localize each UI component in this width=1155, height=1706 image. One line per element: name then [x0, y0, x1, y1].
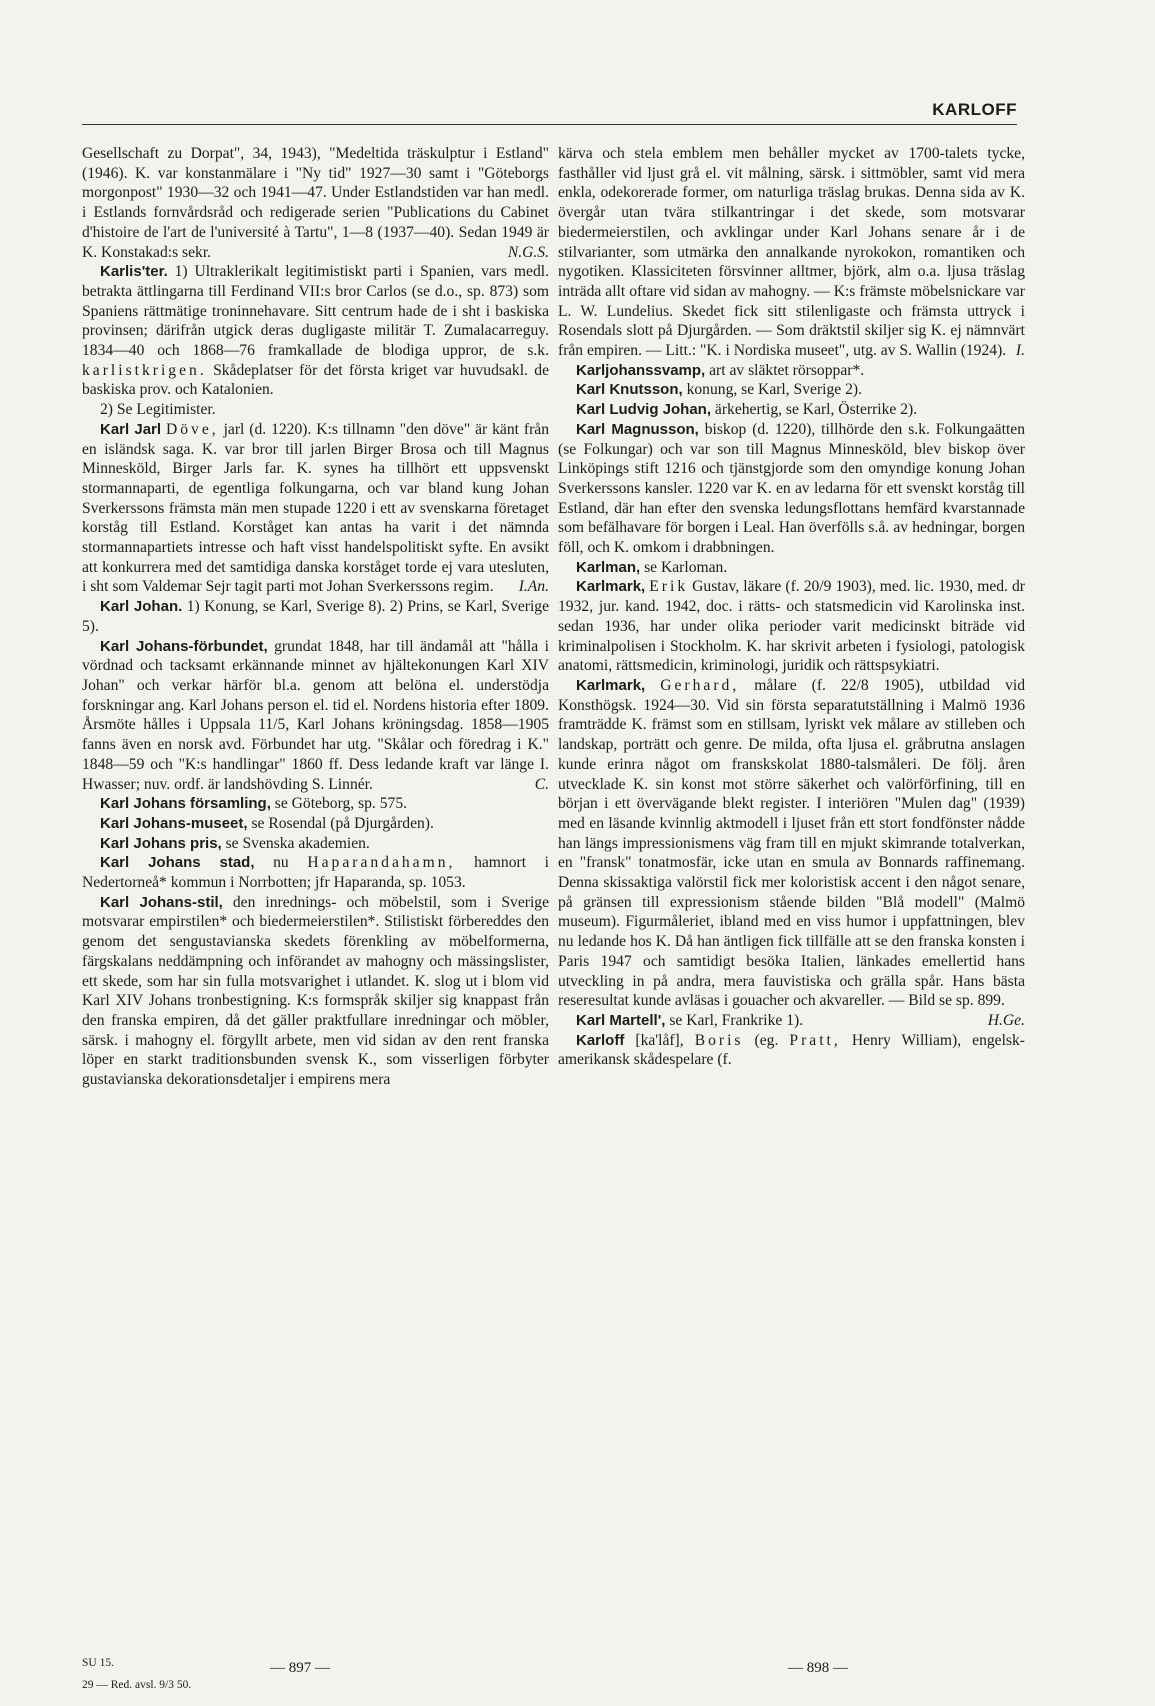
paragraph	[558, 420, 1025, 558]
paragraph-text: ärkehertig, se Karl, Österrike 2).	[711, 401, 918, 419]
paragraph	[558, 361, 1025, 381]
paragraph	[82, 400, 549, 420]
paragraph-text: Boris	[694, 1031, 744, 1049]
paragraph-text: målare (f. 22/8 1905), utbildad vid Konsthögsk. 1924—30. Vid sin första separatutställning i Malmö 1936 framträdde K. främst som en stillsam, lyriskt vek målare av stilleben och landskap, porträtt och genre. De milda, ofta ljusa el. gråbrutna anslagen kunde erinra något om franskskolat 1880-talsmåleri. De följ. åren utvecklade K. sin konst mot större säkerhet och valörförfining, till en början i ett övervägande blekt register. I interiören "Mulen dag" (1939) med en läsande kvinnlig aktmodell i ljuset från ett stort fondfönster nådde han längs impressionismens väg fram till en mjukt skimrande totalverkan, en "fransk" tonatmosfär, icke utan en smula av Bonnards raffinemang. Denna skissaktiga valörstil fick mer koloristisk accent i den något senare, på gränsen till expressionism stående bilden "Blå modell" (Malmö museum). Figurmåleriet, ibland med en viss humor i uppfattningen, blev nu ledande hos K. Då han äntligen fick tillfälle att se den franska konsten i Paris 1947 och samtidigt besöka Italien, länkades emellertid hans utveckling in på andra, mera fauvistiska och grälla spår. Hans bästa reseresultat kunde avläsas i gouacher och akvareller. — Bild se sp. 899.	[558, 676, 1025, 1010]
author-signature: I.	[1015, 342, 1025, 360]
headword: Karl Knutsson,	[576, 381, 683, 399]
headword: Karlmark,	[576, 676, 646, 694]
paragraph	[558, 380, 1025, 400]
paragraph	[82, 637, 549, 795]
paragraph-text: hamnort i Nedertorneå* kommun i Norrbotten; jfr Haparanda, sp. 1053.	[82, 854, 549, 892]
running-head: KARLOFF	[932, 100, 1017, 119]
paragraph-text: 1) Ultraklerikalt legitimistiskt parti i Spanien, vars medl. betrakta ättlingarna till Ferdinand VII:s bror Carlos (se d.o., sp. 873) som Spaniens rättmätige troninnehavare. Sitt centrum hade de i sht i baskiska provinsen; därifrån utgick deras dugligaste militär T. Zumalacarreguy. 1834—40 och 1868—76 framkallade de blodiga uppror, de s.k.	[82, 263, 549, 360]
paragraph-text: 2) Se Legitimister.	[100, 401, 216, 419]
paragraph-text: art av släktet rörsoppar*.	[705, 361, 865, 379]
paragraph-text: [ka'låf],	[624, 1031, 695, 1049]
right-page-number: — 898 —	[788, 1660, 848, 1676]
paragraph-text: se Rosendal (på Djurgården).	[247, 814, 434, 832]
paragraph	[82, 814, 549, 834]
paragraph-text: Gerhard,	[660, 676, 740, 694]
paragraph	[558, 1011, 1025, 1031]
paragraph-text: nu	[254, 854, 308, 872]
paragraph-text: biskop (d. 1220), tillhörde den s.k. Folkungaätten (se Folkungar) och var son till Magnus Minnesköld, blev biskop över Linköpings stift 1216 och tjänstgjorde som den omyndige konung Johan Sverkerssons kansler. 1220 var K. en av ledarna för ett svenskt korståg till Estland, där han efter den svenska ledungsflottans hemfärd kvarstannade som befälhavare för borgen i Leal. Han överfölls s.å. av hedningar, borgen föll, och K. omkom i drabbningen.	[558, 420, 1025, 557]
headword: Karloff	[576, 1031, 625, 1049]
paragraph-text: Haparandahamn,	[307, 854, 456, 872]
paragraph-text: jarl (d. 1220). K:s tillnamn "den döve" är känt från en isländsk saga. K. var bror till jarlen Birger Brosa och till Magnus Minnesköld, Birger Jarls far. K. synes ha tillhört ett uppsvenskt stormannaparti, de egentliga folkungarna, och var bland kung Johan Sverkerssons främsta män men stupade 1220 i ett av svenskarna företaget korståg till Estland. Korståget kan antas ha varit i det nämnda stormannapartiets intresse och haft visst handelspolitiskt syfte. En avsikt att konkurrera med det samtidiga danska korståget torde ej vara utesluten, i sht som Valdemar Sejr tagit parti mot Johan Sverkerssons regim.	[82, 420, 549, 596]
paragraph	[82, 420, 549, 597]
headword: Karl Martell',	[576, 1011, 666, 1029]
paragraph-text: karlistkrigen.	[82, 361, 207, 379]
paragraph-text: konung, se Karl, Sverige 2).	[682, 381, 862, 399]
paragraph-text: Henry William), engelsk-amerikansk skådespelare (f.	[558, 1031, 1025, 1069]
header-rule	[82, 124, 1017, 125]
paragraph	[558, 400, 1025, 420]
paragraph	[82, 262, 549, 400]
headword: Karl Jarl	[100, 420, 162, 438]
paragraph	[558, 558, 1025, 578]
paragraph-text: se Karloman.	[640, 558, 728, 576]
headword: Karlmark,	[576, 578, 646, 596]
headword: Karl Johans församling,	[100, 795, 271, 813]
paragraph-text: Gustav, läkare (f. 20/9 1903), med. lic. 1930, med. dr 1932, jur. kand. 1942, doc. i rätts- och statsmedicin vid Karolinska inst. sedan 1936, har under olika perioder varit medicinskt biträde vid kriminalpolisen i Stockholm. K. har skrivit arbeten i fysiologi, patologisk anatomi, rättsmedicin, kriminologi, juridik och rättspsykiatri.	[558, 578, 1025, 675]
print-note: 29 — Red. avsl. 9/3 50.	[82, 1679, 192, 1691]
left-page-number: — 897 —	[270, 1660, 330, 1676]
author-signature: N.G.S.	[507, 243, 549, 261]
paragraph	[558, 1031, 1025, 1070]
paragraph	[82, 853, 549, 892]
paragraph-text: (eg.	[743, 1031, 790, 1049]
paragraph	[82, 794, 549, 814]
paragraph	[82, 597, 549, 636]
headword: Karl Johans-förbundet,	[100, 637, 268, 655]
paragraph-text: Pratt,	[789, 1031, 841, 1049]
paragraph-text: se Karl, Frankrike 1).	[665, 1011, 804, 1029]
paragraph-text: den inrednings- och möbelstil, som i Sverige motsvarar empirstilen* och biedermeierstilen*. Stilistiskt förbereddes den genom det sengustavianska skedets förenkling av möbelformerna, färgskalans neddämpning och införandet av mahogny och mässingslister, ett skede, som har sin fulla motsvarighet i utlandet. K. slog ut i blom vid Karl XIV Johans tronbestigning. K:s formspråk skiljer sig knappast från den franska empiren, då det gäller praktfullare inredningar och möbler, särsk. i mahogny el. förgyllt arbete, men vid sidan av den rent franska löper en starkt traditionsbunden svensk K., som visserligen förbyter gustavianska dekorationsdetaljer i empirens mera	[82, 893, 549, 1089]
paragraph-text: Gesellschaft zu Dorpat", 34, 1943), "Medeltida träskulptur i Estland" (1946). K. var konstanmälare i "Ny tid" 1927—30 samt i "Göteborgs morgonpost" 1930—32 och 1941—47. Under Estlandstiden var han medl. i Estlands fornvårdsråd och redigerade serien "Publications du Cabinet d'histoire de l'art de l'université à Tartu", 1—8 (1937—40). Sedan 1949 är K. Konstakad:s sekr.	[82, 145, 549, 261]
headword: Karlis'ter.	[100, 263, 168, 281]
headword: Karl Johans-stil,	[100, 893, 223, 911]
headword: Karlman,	[576, 558, 641, 576]
paragraph	[82, 893, 549, 1090]
paragraph-text: Erik	[649, 578, 689, 596]
paragraph	[558, 577, 1025, 676]
signature-mark: SU 15.	[82, 1657, 114, 1669]
author-signature: H.Ge.	[987, 1011, 1025, 1029]
headword: Karl Johan.	[100, 598, 183, 616]
paragraph-text: grundat 1848, har till ändamål att "hålla i vördnad och tacksamt erkännande minnet av hjältekonungen Karl XIV Johan" och verkar härför bl.a. genom att belöna el. understödja forskningar ang. Karl Johans person el. tid el. Nordens historia efter 1809. Årsmöte hålles i Uppsala 11/5, Karl Johans kröningsdag. 1858—1905 fanns även en norsk avd. Förbundet har utg. "Skålar och föredrag i K." 1848—59 och "K:s handlingar" 1860 ff. Dess ledande kraft var länge I. Hwasser; nuv. ordf. är landshövding S. Linnér.	[82, 637, 550, 793]
paragraph-text: kärva och stela emblem men behåller mycket av 1700-talets tycke, fasthåller vid ljust grå el. vit målning, särsk. i sittmöbler, samt vid mera enkla, odekorerade former, om naturliga träslag brukas. Denna sida av K. övergår utan tvära stilkantringar i det skede, som motsvarar biedermeierstilen, och avklingar under Karl Johans senare år i de stilvarianter, som utmärka den annalkande nyrokokon, romantiken och nygotiken. Klassiciteten försvinner alltmer, björk, alm o.a. ljusa träslag inträda allt oftare vid sidan av mahogny. — K:s främste möbelsnickare var L. W. Lundelius. Skedet fick sitt stilenligaste och främsta uttryck i Rosendals slott på Djurgården. — Som dräktstil skiljer sig K. ej nämnvärt från empiren. — Litt.: "K. i Nordiska museet", utg. av S. Wallin (1924).	[558, 145, 1025, 360]
headword: Karl Johans-museet,	[100, 814, 248, 832]
paragraph	[558, 144, 1025, 361]
headword: Karl Ludvig Johan,	[576, 401, 712, 419]
right-column	[558, 144, 1025, 1070]
paragraph-text	[645, 677, 660, 694]
paragraph-text: se Svenska akademien.	[221, 834, 370, 852]
author-signature: C.	[534, 775, 549, 793]
paragraph-text: 1) Konung, se Karl, Sverige 8). 2) Prins, se Karl, Sverige 5).	[82, 598, 549, 635]
paragraph-text: Döve,	[165, 420, 219, 438]
headword: Karl Johans stad,	[100, 854, 255, 872]
headword: Karl Magnusson,	[576, 420, 699, 438]
paragraph	[82, 834, 549, 854]
paragraph-text: se Göteborg, sp. 575.	[270, 795, 408, 813]
headword: Karljohanssvamp,	[576, 361, 706, 379]
left-column	[82, 144, 549, 1090]
headword: Karl Johans pris,	[100, 834, 222, 852]
author-signature: I.An.	[518, 578, 549, 596]
paragraph-text: Skådeplatser för det första kriget var huvudsakl. de baskiska prov. och Katalonien.	[82, 361, 549, 399]
paragraph	[82, 144, 549, 262]
